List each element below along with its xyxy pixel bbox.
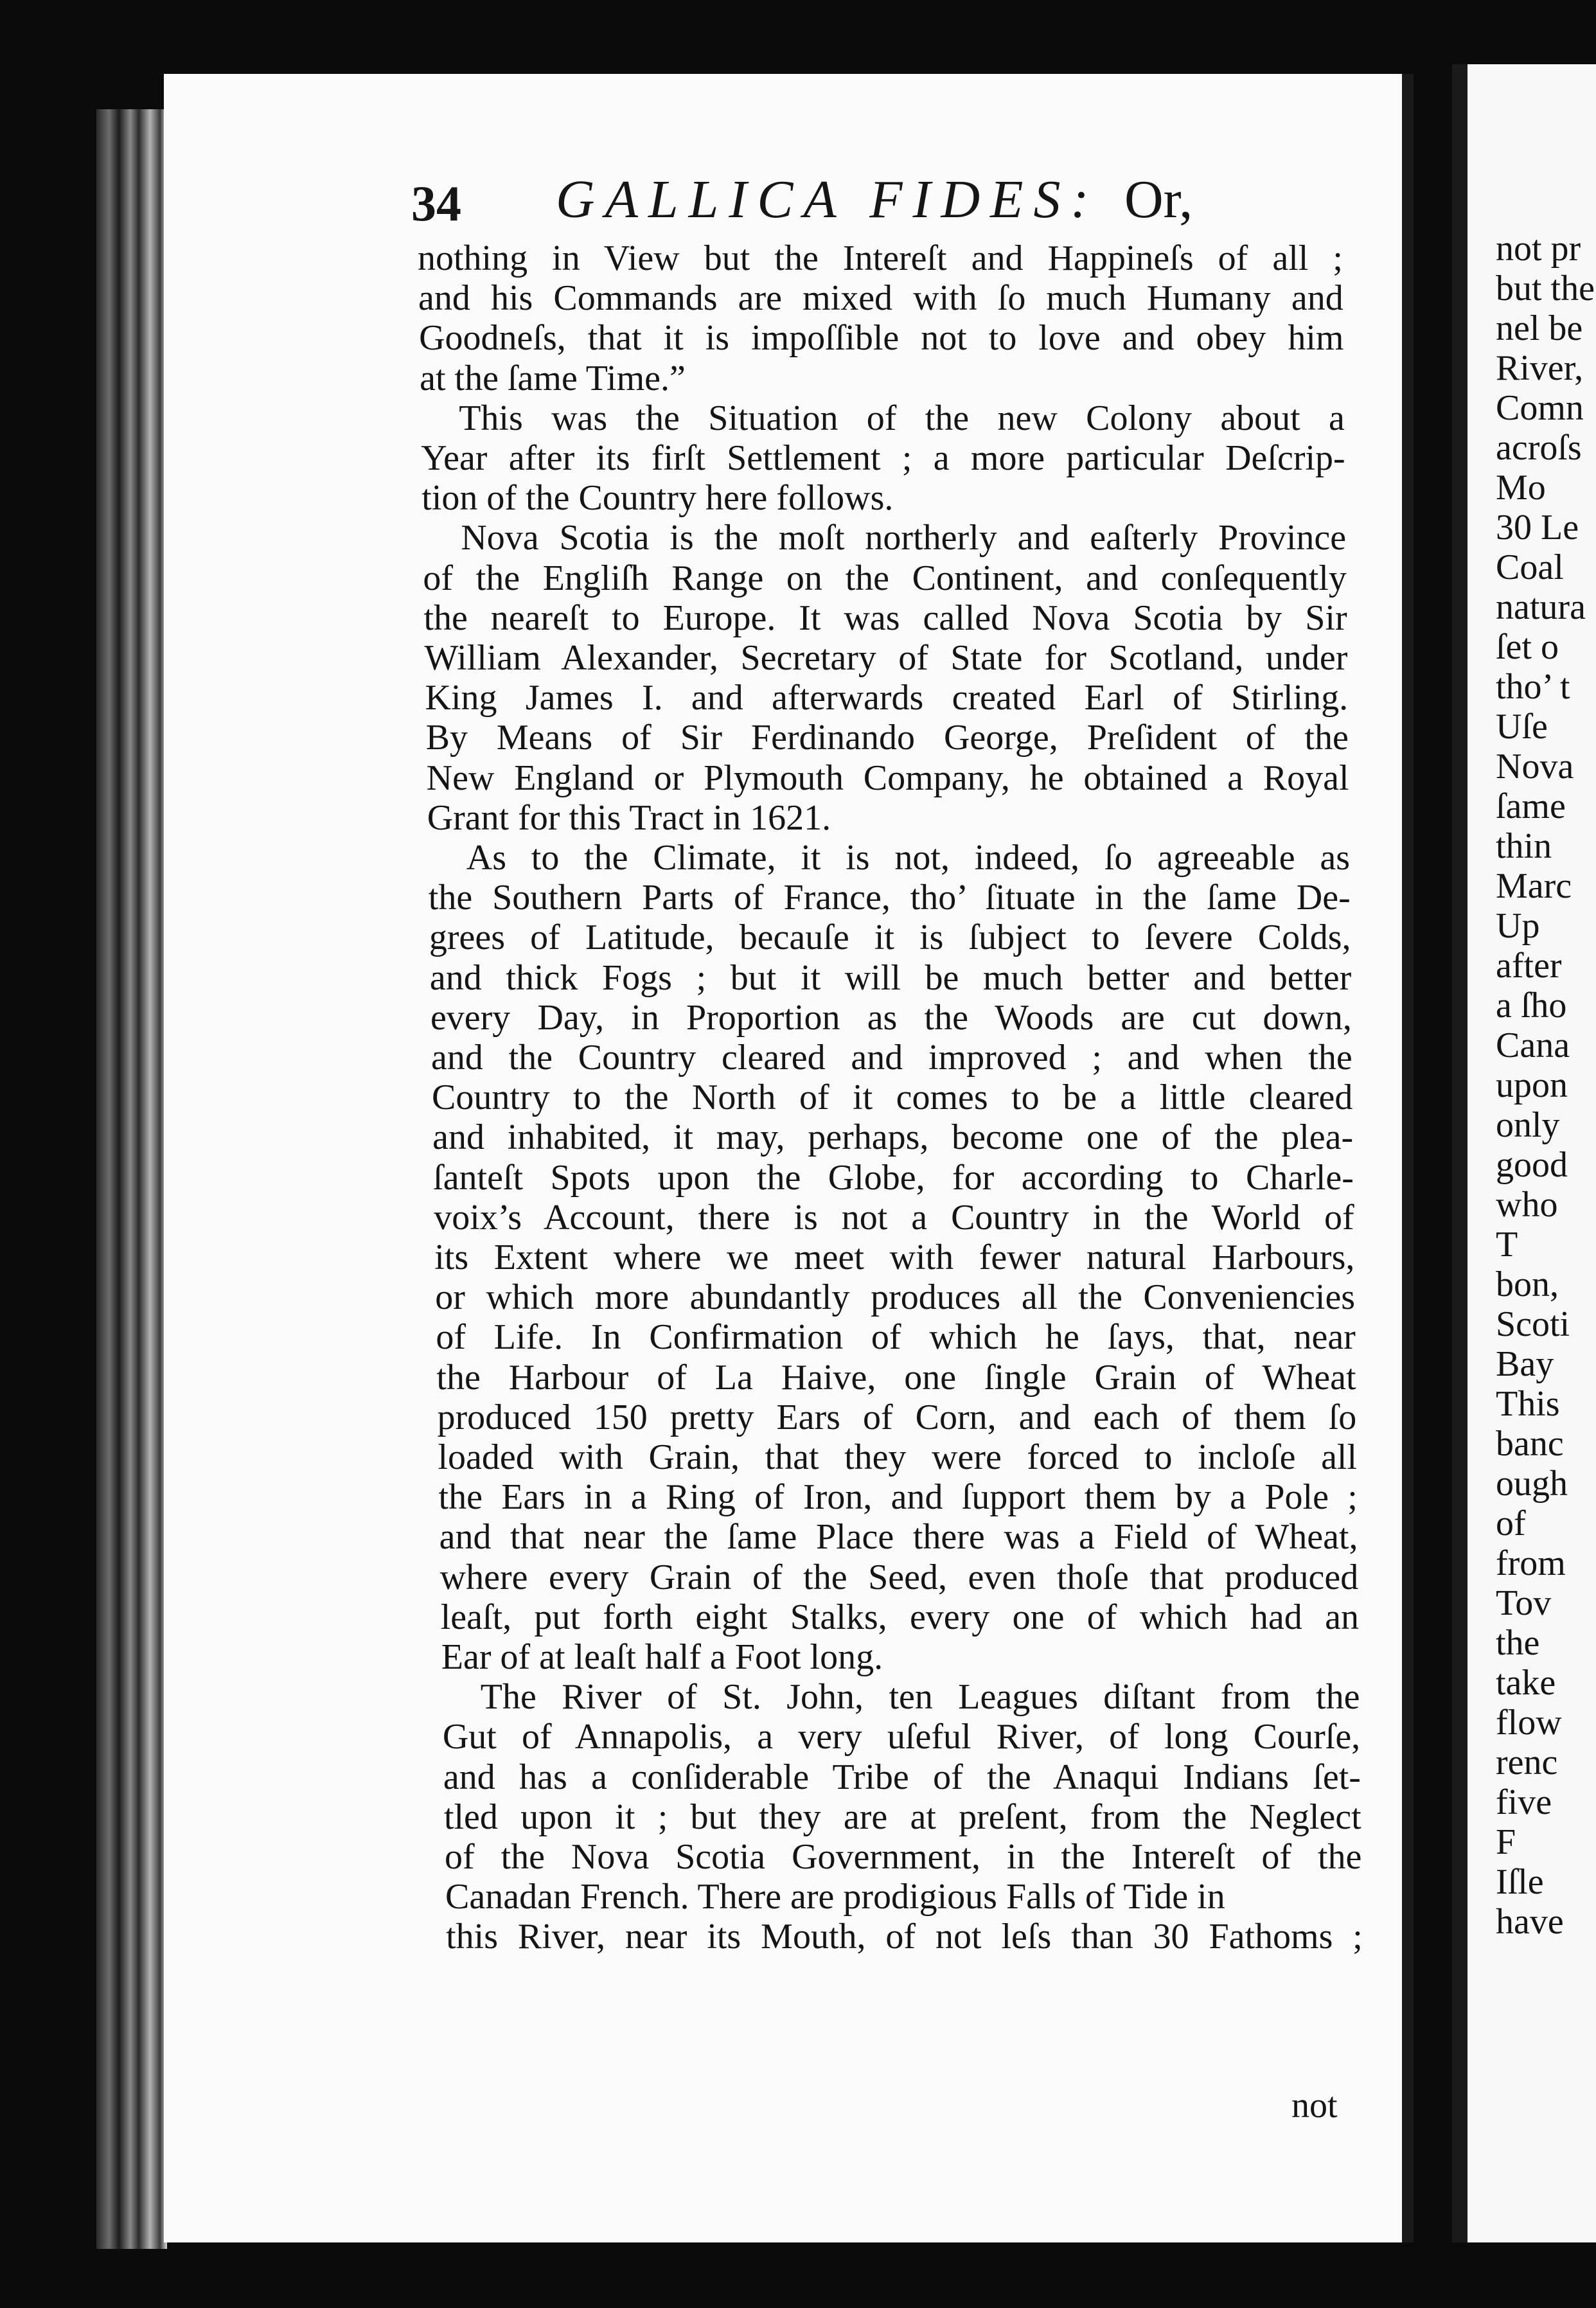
text-line: its Extent where we meet with fewer natural Harbours, [434, 1238, 1355, 1277]
text-line: the Southern Parts of France, tho’ ſituate in the ſame De- [428, 878, 1351, 918]
text-line: the neareſt to Europe. It was called Nova Scotia by Sir [423, 598, 1347, 638]
text-line: King James I. and afterwards created Earl of Stirling. [425, 678, 1349, 718]
text-line-fragment: after [1496, 946, 1562, 986]
text-line: Year after its firſt Settlement ; a more particular Deſcrip- [421, 438, 1345, 478]
text-line: and the Country cleared and improved ; and when the [431, 1038, 1352, 1078]
text-line: ſanteſt Spots upon the Globe, for according to Charle- [433, 1157, 1354, 1198]
text-line: and that near the ſame Place there was a Field of Wheat, [439, 1517, 1358, 1558]
text-line-fragment: banc [1496, 1424, 1564, 1464]
text-line: Goodneſs, that it is impoſſible not to love and obey him [419, 318, 1344, 359]
page-number: 34 [411, 175, 461, 231]
text-line-fragment: not pr [1496, 229, 1581, 269]
text-line-fragment: renc [1496, 1743, 1558, 1782]
text-line: and has a conſiderable Tribe of the Anaqui Indians ſet- [443, 1757, 1361, 1797]
text-line-fragment: tho’ t [1496, 667, 1570, 707]
text-line-fragment: T [1496, 1225, 1518, 1265]
text-line: and thick Fogs ; but it will be much better and better [429, 957, 1352, 998]
text-line-fragment: River, [1496, 348, 1584, 388]
text-line-fragment: have [1496, 1902, 1564, 1942]
text-line-fragment: 30 Le [1496, 508, 1579, 547]
text-line: grees of Latitude, becauſe it is ſubject to ſevere Colds, [429, 918, 1351, 958]
text-line: leaſt, put forth eight Stalks, every one of which had an [440, 1597, 1359, 1637]
text-line-fragment: take [1496, 1663, 1556, 1703]
page-header [411, 168, 1259, 239]
text-line: of Life. In Confirmation of which he ſays, that, near [436, 1317, 1356, 1358]
text-line: this River, near its Mouth, of not leſs than 30 Fathoms ; [446, 1917, 1363, 1957]
text-line-fragment: Iſle [1496, 1862, 1544, 1902]
text-line-fragment: ough [1496, 1464, 1568, 1504]
text-line: By Means of Sir Ferdinando George, Preſident of the [425, 718, 1349, 758]
text-line-fragment: Uſe [1496, 707, 1548, 747]
text-line-fragment: upon [1496, 1065, 1568, 1105]
text-line-fragment: five [1496, 1782, 1552, 1822]
text-line-fragment: ſame [1496, 786, 1566, 826]
text-line-fragment: Scoti [1496, 1304, 1570, 1344]
text-line-fragment: Tov [1496, 1583, 1552, 1623]
text-line: of the Engliſh Range on the Continent, and conſequently [423, 558, 1347, 598]
text-line-fragment: the [1496, 1623, 1540, 1663]
text-line: Country to the North of it comes to be a little cleared [432, 1078, 1353, 1118]
text-line: and inhabited, it may, perhaps, become one of the plea- [432, 1117, 1354, 1158]
text-line: tion of the Country here follows. [421, 478, 894, 519]
text-line: Canadan French. There are prodigious Falls of Tide in [445, 1877, 1225, 1917]
text-line-fragment: good [1496, 1145, 1568, 1185]
text-line: at the ſame Time.” [420, 358, 686, 398]
text-line-fragment: a ſho [1496, 986, 1567, 1025]
text-line-fragment: This [1496, 1384, 1560, 1424]
text-line-fragment: Mo [1496, 468, 1546, 508]
text-line-fragment: Bay [1496, 1344, 1554, 1384]
text-line: This was the Situation of the new Colony about a [459, 398, 1345, 438]
text-line-fragment: Up [1496, 906, 1540, 946]
text-line: New England or Plymouth Company, he obtained a Royal [426, 758, 1349, 798]
text-line: of the Nova Scotia Government, in the Intereſt of the [445, 1837, 1362, 1877]
text-line-fragment: only [1496, 1105, 1560, 1145]
catchword: not [1291, 2086, 1338, 2126]
text-line-fragment: who [1496, 1185, 1558, 1225]
text-line: The River of St. John, ten Leagues diſtant from the [480, 1677, 1360, 1718]
text-line-fragment: ſet o [1496, 627, 1559, 667]
text-line: loaded with Grain, that they were forced to incloſe all [438, 1437, 1358, 1477]
text-line-fragment: nel be [1496, 308, 1583, 348]
text-line-fragment: acroſs [1496, 428, 1582, 468]
text-line-fragment: Marc [1496, 866, 1572, 906]
text-line-fragment: Nova [1496, 747, 1574, 786]
text-line: As to the Climate, it is not, indeed, ſo agreeable as [466, 838, 1351, 878]
text-line-fragment: natura [1496, 587, 1586, 627]
text-line: Gut of Annapolis, a very uſeful River, of long Courſe, [442, 1717, 1361, 1757]
text-line: every Day, in Proportion as the Woods are cut down, [430, 997, 1352, 1038]
text-line: where every Grain of the Seed, even thoſe that produced [439, 1557, 1359, 1597]
text-line: produced 150 pretty Ears of Corn, and each of them ſo [437, 1397, 1357, 1437]
text-line-fragment: thin [1496, 826, 1552, 866]
text-line: nothing in View but the Intereſt and Happineſs of all ; [418, 238, 1343, 278]
text-line-fragment: Coal [1496, 547, 1564, 587]
running-head-tail: Or, [1124, 170, 1193, 229]
text-line: William Alexander, Secretary of State for Scotland, under [424, 638, 1348, 678]
text-line: tled upon it ; but they are at preſent, from the Neglect [443, 1797, 1361, 1837]
text-line: or which more abundantly produces all the Conveniencies [435, 1277, 1356, 1318]
text-line-fragment: bon, [1496, 1265, 1559, 1304]
text-line: and his Commands are mixed with ſo much Humany and [418, 278, 1343, 319]
text-line-fragment: F [1496, 1822, 1516, 1862]
text-line: Grant for this Tract in 1621. [427, 797, 831, 838]
book-spine [96, 109, 167, 2249]
text-line: Ear of at leaſt half a Foot long. [441, 1637, 883, 1677]
running-head: GALLICA FIDES: [556, 170, 1099, 229]
text-line-fragment: from [1496, 1543, 1566, 1583]
text-line: the Ears in a Ring of Iron, and ſupport them by a Pole ; [438, 1477, 1358, 1518]
text-line: voix’s Account, there is not a Country in the World of [434, 1197, 1354, 1238]
text-line-fragment: flow [1496, 1703, 1562, 1743]
text-line: the Harbour of La Haive, one ſingle Grain of Wheat [436, 1357, 1356, 1398]
text-line-fragment: of [1496, 1504, 1526, 1543]
text-line-fragment: Comn [1496, 388, 1584, 428]
text-line-fragment: Cana [1496, 1025, 1570, 1065]
text-line-fragment: but the [1496, 269, 1595, 308]
text-line: Nova Scotia is the moſt northerly and eaſterly Province [461, 518, 1347, 558]
